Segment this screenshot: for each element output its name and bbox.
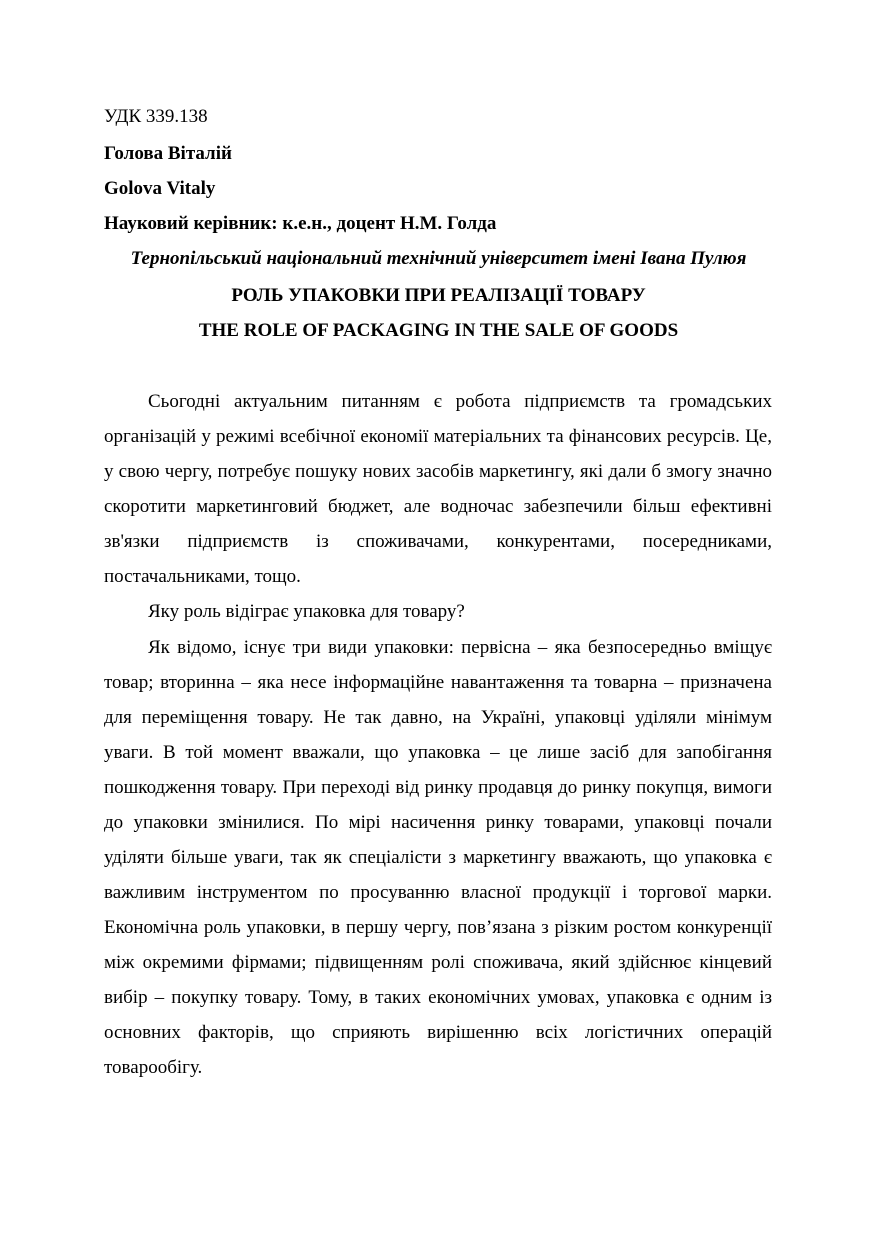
author-name-en: Golova Vitaly — [104, 178, 216, 199]
supervisor-line: Науковий керівник: к.е.н., доцент Н.М. Голда — [104, 213, 497, 234]
paragraph-intro: Сьогодні актуальним питанням є робота підприємств та громадських організацій у режимі всебічної економії матеріальних та фінансових ресурсів. Це, у свою чергу, потребує пошуку нових засобів маркетингу, які дали б змогу значно скоротити маркетинговий бюджет, але водночас забезпечили більш ефективні зв'язки підприємств із споживачами, конкурентами, посередниками, постачальниками, тощо. — [104, 391, 772, 587]
paragraph-question: Яку роль відіграє упаковка для товару? — [148, 601, 465, 622]
author-name-ua: Голова Віталій — [104, 143, 232, 164]
paragraph-packaging-types: Як відомо, існує три види упаковки: первісна – яка безпосередньо вміщує товар; вторинна – яка несе інформаційне навантаження та товарна – призначена для переміщення товару. Не так давно, на Україні, упаковці уділяли мінімум уваги. В той момент вважали, що упаковка – це лише засіб для запобігання пошкодження товару. При переході від ринку продавця до ринку покупця, вимоги до упаковки змінилися. По мірі насичення ринку товарами, упаковці почали уділяти більше уваги, так як спеціалісти з маркетингу вважають, що упаковка є важливим інструментом по просуванню власної продукції і торгової марки. Економічна роль упаковки, в першу чергу, пов’язана з різким ростом конкуренції між окремими фірмами; підвищенням ролі споживача, який здійснює кінцевий вибір – покупку товару. Тому, в таких економічних умовах, упаковка є одним із основних факторів, що сприяють вирішенню всіх логістичних операцій товарообігу. — [104, 637, 772, 1078]
paper-title-ua: РОЛЬ УПАКОВКИ ПРИ РЕАЛІЗАЦІЇ ТОВАРУ — [231, 285, 646, 306]
udc-code: УДК 339.138 — [104, 106, 208, 127]
affiliation: Тернопільський національний технічний університет імені Івана Пулюя — [130, 248, 747, 269]
paper-title-en: THE ROLE OF PACKAGING IN THE SALE OF GOODS — [198, 320, 679, 341]
